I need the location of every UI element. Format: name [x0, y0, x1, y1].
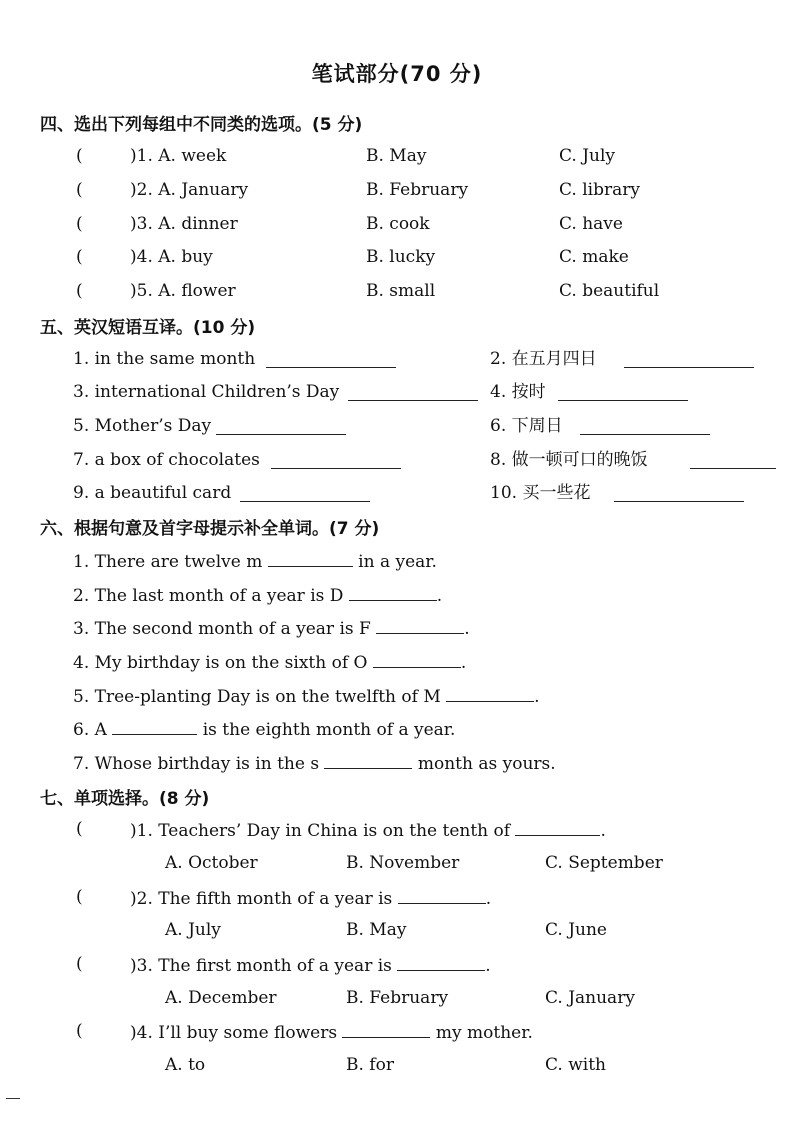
s6-item-1: [73, 548, 437, 572]
s4-q2-option-c: C. library: [559, 180, 640, 200]
s4-q1-stem: )1. A. week: [130, 146, 227, 166]
s4-q3-stem: )3. A. dinner: [130, 214, 238, 234]
s7-q2-option-c[interactable]: C. June: [545, 920, 607, 940]
s7-q2-stem: [130, 885, 491, 911]
s6-item-3-text: 3. The second month of a year is F: [73, 619, 371, 639]
answer-blank[interactable]: [342, 1019, 430, 1038]
s4-question-3: [0, 212, 794, 236]
page-corner-mark: [6, 1098, 20, 1099]
answer-line[interactable]: [580, 434, 710, 435]
s6-item-5: [73, 683, 540, 707]
s6-item-5-text-end: .: [534, 687, 540, 707]
s7-q4-stem: [130, 1019, 533, 1045]
s6-item-2-text: 2. The last month of a year is D: [73, 586, 344, 606]
s7-question-1: [0, 817, 794, 841]
s7-q3-option-a[interactable]: A. December: [165, 988, 277, 1008]
s7-q1-option-b[interactable]: B. November: [346, 853, 460, 873]
answer-blank[interactable]: [373, 649, 461, 668]
s4-q1-option-b: B. May: [366, 146, 427, 166]
s4-q2-stem: )2. A. January: [130, 180, 249, 200]
s7-q4-option-b[interactable]: B. for: [346, 1055, 394, 1075]
answer-paren[interactable]: (: [76, 954, 83, 974]
s6-item-4-text-end: .: [460, 653, 467, 673]
s7-q1-stem-text: )1. Teachers’ Day in China is on the tenth of: [130, 821, 511, 841]
answer-blank[interactable]: [515, 817, 600, 836]
s7-q2-stem-end: .: [485, 889, 492, 909]
answer-line[interactable]: [240, 501, 370, 502]
s5-item-7: 7. a box of chocolates: [73, 450, 260, 470]
s5-row-4: [0, 448, 794, 472]
s4-question-1: [0, 144, 794, 168]
section-4-heading: 四、选出下列每组中不同类的选项。(5 分): [40, 115, 363, 135]
s4-q3-option-c: C. have: [559, 214, 623, 234]
s7-q4-option-a[interactable]: A. to: [165, 1055, 206, 1075]
s4-q3-option-b: B. cook: [366, 214, 430, 234]
answer-paren[interactable]: (: [76, 887, 83, 907]
answer-line[interactable]: [558, 400, 688, 401]
s7-q3-stem-end: .: [485, 956, 491, 976]
answer-paren[interactable]: (: [76, 247, 83, 267]
section-6-heading: 六、根据句意及首字母提示补全单词。(7 分): [40, 519, 380, 539]
s6-item-2-text-end: .: [436, 586, 443, 606]
s5-item-2: 2. 在五月四日: [490, 349, 597, 369]
s4-question-5: [0, 279, 794, 303]
s5-row-2: [0, 380, 794, 404]
s4-question-2: [0, 178, 794, 202]
s6-item-6: [73, 716, 455, 740]
s7-q1-options: [0, 851, 794, 875]
answer-blank[interactable]: [446, 683, 534, 702]
s7-q3-option-b[interactable]: B. February: [346, 988, 449, 1008]
s7-q3-options: [0, 986, 794, 1010]
s6-item-7-text: 7. Whose birthday is in the s: [73, 754, 320, 774]
s5-item-8: 8. 做一顿可口的晚饭: [490, 450, 648, 470]
s6-item-7-text-end: month as yours.: [417, 754, 556, 774]
s5-item-9: 9. a beautiful card: [73, 483, 232, 503]
s6-item-5-text: 5. Tree-planting Day is on the twelfth of M: [73, 687, 441, 707]
answer-line[interactable]: [216, 434, 346, 435]
answer-line[interactable]: [690, 468, 776, 469]
answer-paren[interactable]: (: [76, 146, 83, 166]
s6-item-7: [73, 750, 556, 774]
answer-paren[interactable]: (: [76, 180, 83, 200]
s6-item-6-text-end: is the eighth month of a year.: [202, 720, 456, 740]
s6-item-3-text-end: .: [464, 619, 470, 639]
s7-q3-stem: [130, 952, 491, 978]
s5-row-1: [0, 347, 794, 371]
s7-q1-stem-end: .: [600, 821, 606, 841]
answer-blank[interactable]: [324, 750, 412, 769]
s5-item-1: 1. in the same month: [73, 349, 256, 369]
answer-blank[interactable]: [376, 615, 464, 634]
s4-q4-option-c: C. make: [559, 247, 629, 267]
s7-q4-option-c[interactable]: C. with: [545, 1055, 606, 1075]
s6-item-2: [73, 582, 442, 606]
s7-question-2: [0, 885, 794, 909]
section-5-heading: 五、英汉短语互译。(10 分): [40, 318, 256, 338]
page-title: 笔试部分(70 分): [311, 62, 483, 86]
answer-line[interactable]: [271, 468, 401, 469]
s6-item-4-text: 4. My birthday is on the sixth of O: [73, 653, 368, 673]
answer-blank[interactable]: [398, 885, 486, 904]
s6-item-3: [73, 615, 470, 639]
answer-blank[interactable]: [349, 582, 437, 601]
s7-q1-stem: [130, 817, 606, 843]
s7-q2-stem-text: )2. The fifth month of a year is: [130, 889, 393, 909]
answer-blank[interactable]: [112, 716, 197, 735]
s4-question-4: [0, 245, 794, 269]
s7-q2-option-a[interactable]: A. July: [165, 920, 221, 940]
s5-item-5: 5. Mother’s Day: [73, 416, 212, 436]
s5-item-10: 10. 买一些花: [490, 483, 591, 503]
s7-q2-option-b[interactable]: B. May: [346, 920, 407, 940]
s5-row-5: [0, 481, 794, 505]
s7-q1-option-a[interactable]: A. October: [165, 853, 258, 873]
answer-line[interactable]: [614, 501, 744, 502]
s6-item-6-text: 6. A: [73, 720, 107, 740]
s5-row-3: [0, 414, 794, 438]
s7-q4-options: [0, 1053, 794, 1077]
s7-q4-stem-end: my mother.: [435, 1023, 533, 1043]
s6-item-4: [73, 649, 466, 673]
answer-line[interactable]: [624, 367, 754, 368]
s7-q2-options: [0, 918, 794, 942]
answer-line[interactable]: [348, 400, 478, 401]
s7-q4-stem-text: )4. I’ll buy some flowers: [130, 1023, 338, 1043]
answer-paren[interactable]: (: [76, 1021, 83, 1041]
answer-blank[interactable]: [268, 548, 353, 567]
answer-paren[interactable]: (: [76, 214, 83, 234]
s7-question-4: [0, 1019, 794, 1043]
answer-blank[interactable]: [397, 952, 485, 971]
s5-item-3: 3. international Children’s Day: [73, 382, 340, 402]
s4-q5-stem: )5. A. flower: [130, 281, 236, 301]
s7-q3-option-c[interactable]: C. January: [545, 988, 635, 1008]
answer-line[interactable]: [266, 367, 396, 368]
s4-q2-option-b: B. February: [366, 180, 469, 200]
s7-question-3: [0, 952, 794, 976]
s4-q4-stem: )4. A. buy: [130, 247, 213, 267]
s6-item-1-text-end: in a year.: [358, 552, 437, 572]
s4-q5-option-b: B. small: [366, 281, 436, 301]
s7-q3-stem-text: )3. The first month of a year is: [130, 956, 392, 976]
answer-paren[interactable]: (: [76, 819, 83, 839]
s5-item-6: 6. 下周日: [490, 416, 563, 436]
s4-q1-option-c: C. July: [559, 146, 616, 166]
s4-q5-option-c: C. beautiful: [559, 281, 660, 301]
s6-item-1-text: 1. There are twelve m: [73, 552, 263, 572]
answer-paren[interactable]: (: [76, 281, 83, 301]
section-7-heading: 七、单项选择。(8 分): [40, 789, 210, 809]
s4-q4-option-b: B. lucky: [366, 247, 436, 267]
s5-item-4: 4. 按时: [490, 382, 546, 402]
s7-q1-option-c[interactable]: C. September: [545, 853, 663, 873]
